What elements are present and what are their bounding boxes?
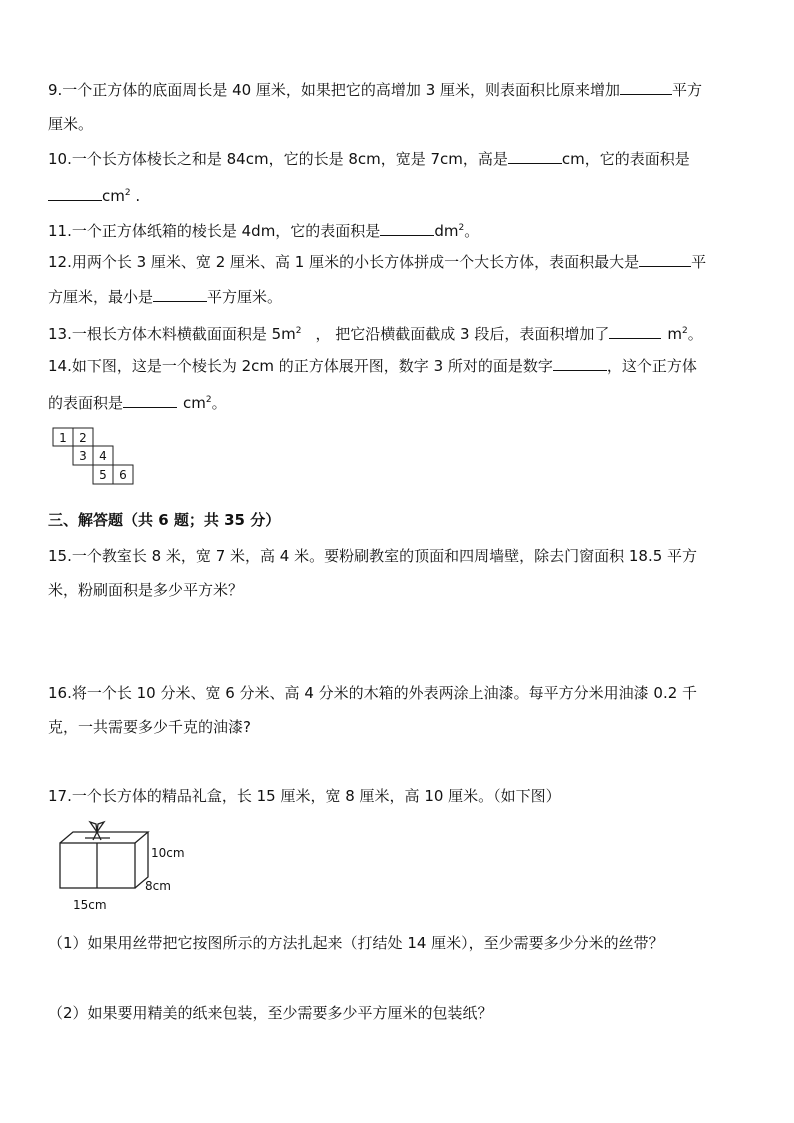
question-12-line-2 <box>48 287 282 307</box>
question-17-part-1: （1）如果用丝带把它按图所示的方法扎起来（打结处 14 厘米），至少需要多少分米的丝带？ <box>48 934 664 952</box>
question-10-text: 10.一个长方体棱长之和是 84cm，它的长是 8cm，宽是 7cm，高是 <box>48 150 508 168</box>
question-10-text-2: cm，它的表面积是 <box>561 150 690 168</box>
question-13-text: 13.一根长方体木料横截面面积是 5m <box>48 325 296 343</box>
length-label: 15cm <box>73 898 107 912</box>
answer-blank[interactable] <box>553 356 607 371</box>
question-13-end: 。 <box>687 325 703 343</box>
question-14-unit: cm <box>183 394 206 412</box>
superscript: 2 <box>295 326 302 336</box>
cube-net-figure <box>52 427 142 491</box>
answer-blank[interactable] <box>48 186 102 201</box>
answer-blank[interactable] <box>508 149 562 164</box>
question-13-unit: m <box>667 325 682 343</box>
superscript: 2 <box>205 395 212 405</box>
question-10-line-1 <box>48 149 690 169</box>
ribbon-bow <box>93 832 97 840</box>
question-9-unit: 平方 <box>672 81 703 99</box>
question-15-line-1: 15.一个教室长 8 米，宽 7 米，高 4 米。要粉刷教室的顶面和四周墙壁，除去门窗面积 18.5 平方 <box>48 547 698 565</box>
answer-blank[interactable] <box>620 80 672 95</box>
question-10-unit: cm <box>102 187 125 205</box>
net-number: 4 <box>99 449 107 463</box>
question-9-text: 9.一个正方体的底面周长是 40 厘米，如果把它的高增加 3 厘米，则表面积比原来增加 <box>48 81 621 99</box>
question-14-line-1 <box>48 356 697 376</box>
answer-blank[interactable] <box>123 393 177 408</box>
answer-blank[interactable] <box>153 287 207 302</box>
question-12-line-1 <box>48 252 706 272</box>
question-11-line <box>48 218 479 241</box>
question-12-unit: 平 <box>691 253 707 271</box>
section-heading: 三、解答题（共 6 题；共 35 分） <box>48 511 281 529</box>
question-14-end: 。 <box>211 394 227 412</box>
question-10-line-2 <box>48 183 140 206</box>
answer-blank[interactable] <box>639 252 691 267</box>
net-number: 1 <box>59 431 67 445</box>
net-number: 5 <box>99 468 107 482</box>
question-13-line <box>48 321 703 344</box>
question-12-text: 12.用两个长 3 厘米、宽 2 厘米、高 1 厘米的小长方体拼成一个大长方体，表面积最大是 <box>48 253 640 271</box>
answer-blank[interactable] <box>380 221 434 236</box>
question-11-unit: dm <box>434 222 459 240</box>
question-17-line: 17.一个长方体的精品礼盒，长 15 厘米，宽 8 厘米，高 10 厘米。（如下图） <box>48 787 561 805</box>
question-16-line-1: 16.将一个长 10 分米、宽 6 分米、高 4 分米的木箱的外表两涂上油漆。每平方分米用油漆 0.2 千 <box>48 684 698 702</box>
question-11-end: 。 <box>464 222 480 240</box>
height-label: 10cm <box>151 846 185 860</box>
question-9-line-1 <box>48 80 702 100</box>
question-15-line-2: 米，粉刷面积是多少平方米？ <box>48 581 244 599</box>
width-label: 8cm <box>145 879 171 893</box>
net-number: 2 <box>79 431 87 445</box>
net-number: 3 <box>79 449 87 463</box>
gift-box-figure <box>55 818 205 916</box>
question-9-unit-cont: 厘米。 <box>48 115 94 133</box>
question-17-part-2: （2）如果要用精美的纸来包装，至少需要多少平方厘米的包装纸？ <box>48 1004 493 1022</box>
ribbon-bow <box>97 832 101 840</box>
question-13-text-2: ， 把它沿横截面截成 3 段后，表面积增加了 <box>315 325 610 343</box>
superscript: 2 <box>682 326 688 336</box>
ribbon-bow <box>97 822 104 832</box>
question-12-end: 平方厘米。 <box>207 288 283 306</box>
question-14-text-2: ，这个正方体 <box>606 357 697 375</box>
question-12-text-2: 方厘米，最小是 <box>48 288 154 306</box>
question-16-line-2: 克，一共需要多少千克的油漆? <box>48 718 251 736</box>
question-14-line-2 <box>48 390 227 413</box>
question-14-text: 14.如下图，这是一个棱长为 2cm 的正方体展开图，数字 3 所对的面是数字 <box>48 357 553 375</box>
question-14-text-3: 的表面积是 <box>48 394 124 412</box>
answer-blank[interactable] <box>609 324 661 339</box>
superscript: 2 <box>458 223 465 233</box>
superscript: 2 <box>124 188 131 198</box>
ribbon-bow <box>90 822 97 832</box>
question-9-line-2 <box>48 114 93 134</box>
question-11-text: 11.一个正方体纸箱的棱长是 4dm，它的表面积是 <box>48 222 381 240</box>
question-10-end: . <box>130 187 141 205</box>
net-number: 6 <box>119 468 127 482</box>
